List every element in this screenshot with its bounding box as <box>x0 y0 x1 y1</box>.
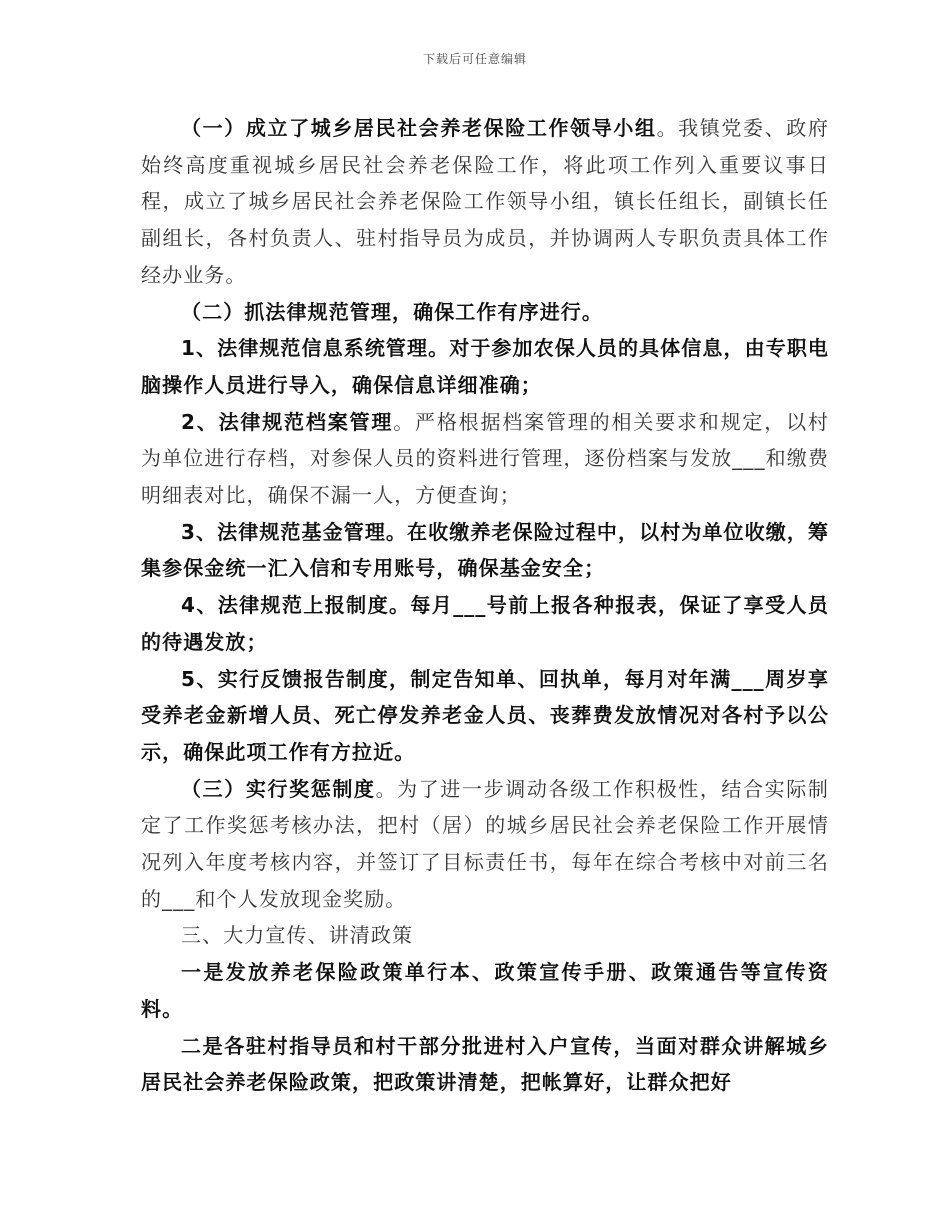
paragraph-heading: 5、实行反馈报告制度，制定告知单、回执单，每月对年满___周岁享受养老金新增人员、死亡停发养老金人员、丧葬费发放情况对各村予以公示，确保此项工作有方拉近。 <box>141 666 829 764</box>
paragraph-rewards <box>141 771 829 918</box>
paragraph-heading: 4、法律规范上报制度。每月___号前上报各种报表，保证了享受人员的待遇发放； <box>141 593 829 654</box>
document-body <box>141 110 829 1101</box>
paragraph-reporting <box>141 587 829 660</box>
paragraph-heading: （三）实行奖惩制度 <box>181 776 376 801</box>
paragraph-archive <box>141 404 829 514</box>
paragraph-info-system <box>141 330 829 403</box>
paragraph-heading: 1、法律规范信息系统管理。对于参加农保人员的具体信息，由专职电脑操作人员进行导入，确保信息详细准确； <box>141 336 830 397</box>
paragraph-heading: 3、法律规范基金管理。在收缴养老保险过程中，以村为单位收缴，筹集参保金统一汇入信和专用账号，确保基金安全； <box>141 519 830 581</box>
paragraph-heading: （一）成立了城乡居民社会养老保险工作领导小组 <box>181 116 657 140</box>
paragraph-heading: 2、法律规范档案管理 <box>181 409 394 434</box>
paragraph-legal-management <box>141 294 829 331</box>
paragraph-materials <box>141 954 829 1027</box>
paragraph-door-to-door <box>141 1028 829 1101</box>
paragraph-heading: （二）抓法律规范管理，确保工作有序进行。 <box>181 299 603 324</box>
paragraph-heading: 二是各驻村指导员和村干部分批进村入户宣传，当面对群众讲解城乡居民社会养老保险政策，把政策讲清楚，把帐算好，让群众把好 <box>141 1033 829 1095</box>
paragraph-text: 。我镇党委、政府始终高度重视城乡居民社会养老保险工作，将此项工作列入重要议事日程，成立了城乡居民社会养老保险工作领导小组，镇长任组长，副镇长任副组长，各村负责人、驻村指导员为成员，并协调两人专职负责具体工作经办业务。 <box>141 116 829 287</box>
paragraph-text: 。为了进一步调动各级工作积极性，结合实际制定了工作奖惩考核办法，把村（居）的城乡居民社会养老保险工作开展情况列入年度考核内容，并签订了目标责任书，每年在综合考核中对前三名的___和个人发放现金奖励。 <box>141 776 829 911</box>
page-header: 下载后可任意编辑 <box>422 52 527 66</box>
paragraph-fund <box>141 514 829 587</box>
paragraph-feedback <box>141 661 829 771</box>
paragraph-heading: 一是发放养老保险政策单行本、政策宣传手册、政策通告等宣传资料。 <box>141 960 829 1021</box>
paragraph-text: 三、大力宣传、讲清政策 <box>181 923 414 948</box>
paragraph-leading-group <box>141 110 829 294</box>
paragraph-text: 。严格根据档案管理的相关要求和规定，以村为单位进行存档，对参保人员的资料进行管理，逐份档案与发放___和缴费明细表对比，确保不漏一人，方便查询； <box>141 409 829 508</box>
section-heading-publicity <box>141 917 829 954</box>
